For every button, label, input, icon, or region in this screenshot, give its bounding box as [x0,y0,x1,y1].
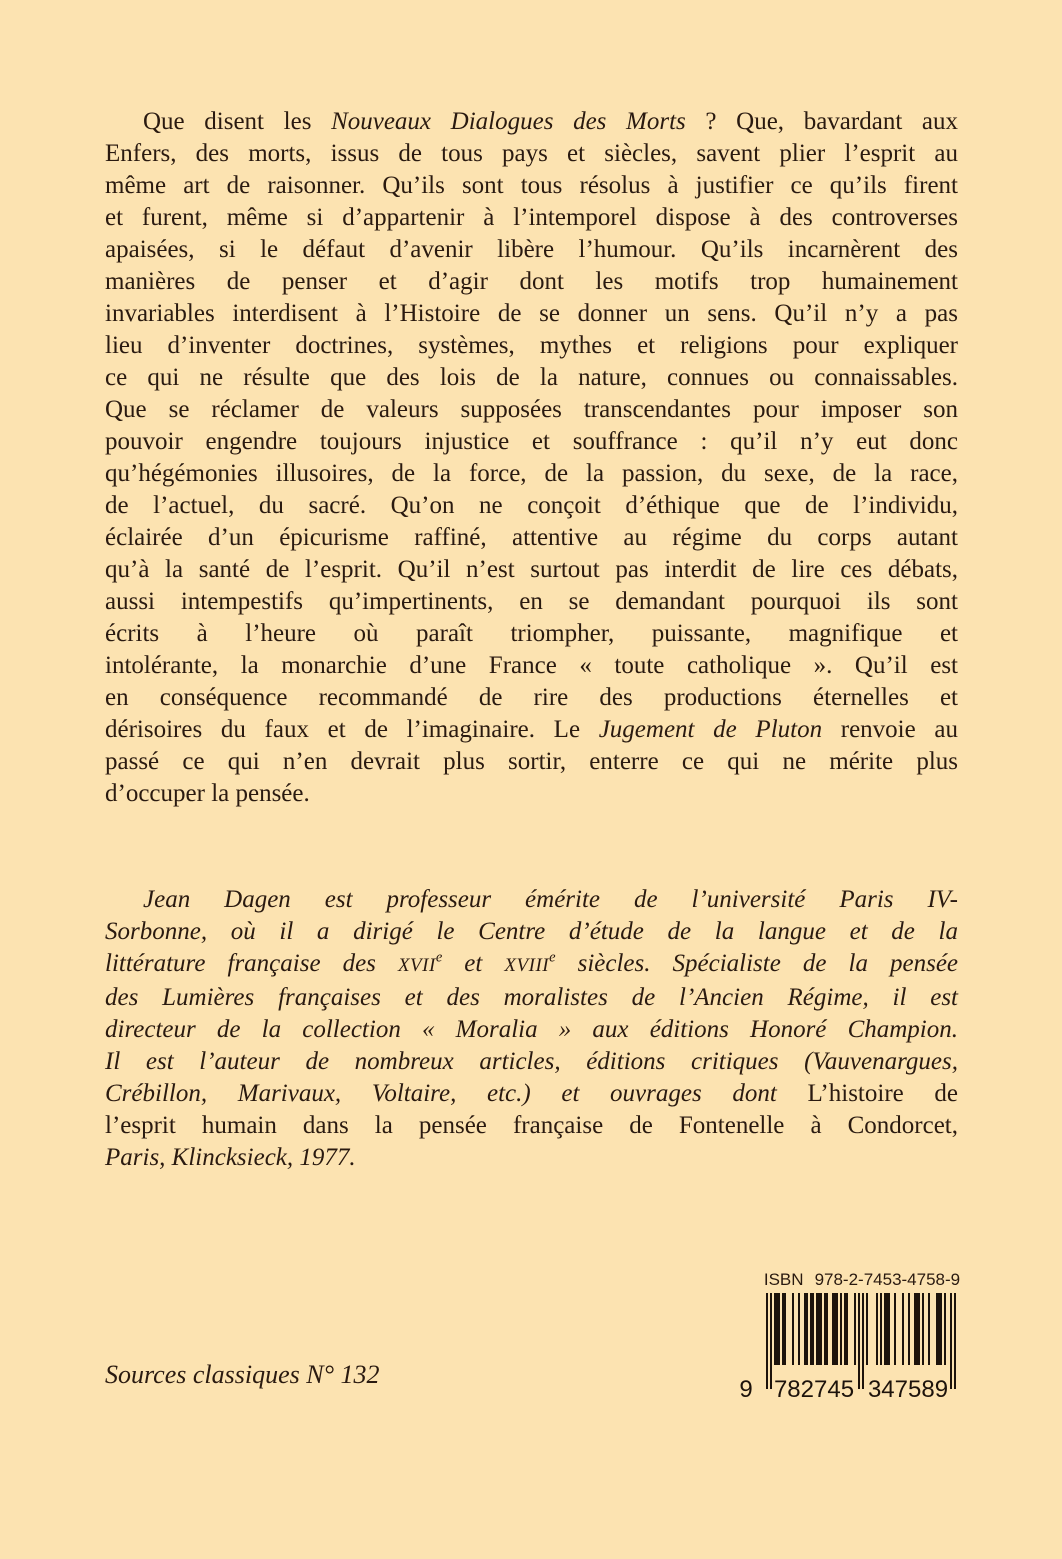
ean-digit-first: 9 [739,1376,753,1401]
text-line: Il est l’auteur de nombreux articles, éditions critiques (Vauvenargues, [105,1048,958,1075]
text-line: en conséquence recommandé de rire des productions éternelles et [105,684,958,711]
text-line: éclairée d’un épicurisme raffiné, attentive au régime du corps autant [105,524,958,551]
text-line: Enfers, des morts, issus de tous pays et siècles, savent plier l’esprit au [105,140,958,167]
text-line: intolérante, la monarchie d’une France « toute catholique ». Qu’il est [105,652,958,679]
text-line: écrits à l’heure où paraît triompher, puissante, magnifique et [105,620,958,647]
text-line: apaisées, si le défaut d’avenir libère l’humour. Qu’ils incarnèrent des [105,236,958,263]
text-line: de l’actuel, du sacré. Qu’on ne conçoit d’éthique que de l’individu, [105,492,958,519]
ean-digits-right: 347589 [867,1376,949,1401]
isbn-number: 978-2-7453-4758-9 [814,1270,961,1289]
text-line: d’occuper la pensée. [105,780,310,807]
text-line: Paris, Klincksieck, 1977. [105,1144,356,1171]
text-line: ce qui ne résulte que des lois de la nature, connues ou connaissables. [105,364,958,391]
isbn-label: ISBN [763,1270,804,1289]
text-line: littérature française des XVIIe et XVIIIe siècles. Spécialiste de la pensée [105,949,959,977]
text-line: même art de raisonner. Qu’ils sont tous résolus à justifier ce qu’ils firent [105,172,958,199]
text-line: passé ce qui n’en devrait plus sortir, enterre ce qui ne mérite plus [105,748,958,775]
isbn-line [763,1270,961,1289]
isbn-barcode-block [738,1270,960,1401]
ean-digits-left: 782745 [773,1376,855,1401]
ean-barcode [738,1293,960,1401]
text-line: qu’à la santé de l’esprit. Qu’il n’est surtout pas interdit de lire ces débats, [105,556,958,583]
text-line: des Lumières françaises et des moralistes de l’Ancien Régime, il est [105,984,958,1011]
text-line: aussi intempestifs qu’impertinents, en se demandant pourquoi ils sont [105,588,958,615]
text-line: l’esprit humain dans la pensée française de Fontenelle à Condorcet, [105,1112,958,1139]
text-line: qu’hégémonies illusoires, de la force, de la passion, du sexe, de la race, [105,460,958,487]
text-line: pouvoir engendre toujours injustice et souffrance : qu’il n’y eut donc [105,428,958,455]
text-line: Crébillon, Marivaux, Voltaire, etc.) et ouvrages dont L’histoire de [105,1080,958,1107]
synopsis-paragraph [105,106,958,810]
text-line: lieu d’inventer doctrines, systèmes, mythes et religions pour expliquer [105,332,958,359]
text-line: Jean Dagen est professeur émérite de l’université Paris IV- [143,886,958,913]
collection-label: Sources classiques N° 132 [105,1360,380,1389]
text-line: et furent, même si d’appartenir à l’intemporel dispose à des controverses [105,204,958,231]
author-bio-paragraph [105,884,958,1174]
text-line: Sorbonne, où il a dirigé le Centre d’étude de la langue et de la [105,918,958,945]
text-line: invariables interdisent à l’Histoire de se donner un sens. Qu’il n’y a pas [105,300,958,327]
text-line: manières de penser et d’agir dont les motifs trop humainement [105,268,958,295]
text-line: Que se réclamer de valeurs supposées transcendantes pour imposer son [105,396,958,423]
text-line: Que disent les Nouveaux Dialogues des Morts ? Que, bavardant aux [143,108,958,135]
text-line: dérisoires du faux et de l’imaginaire. Le Jugement de Pluton renvoie au [105,716,958,743]
text-line: directeur de la collection « Moralia » aux éditions Honoré Champion. [105,1016,958,1043]
